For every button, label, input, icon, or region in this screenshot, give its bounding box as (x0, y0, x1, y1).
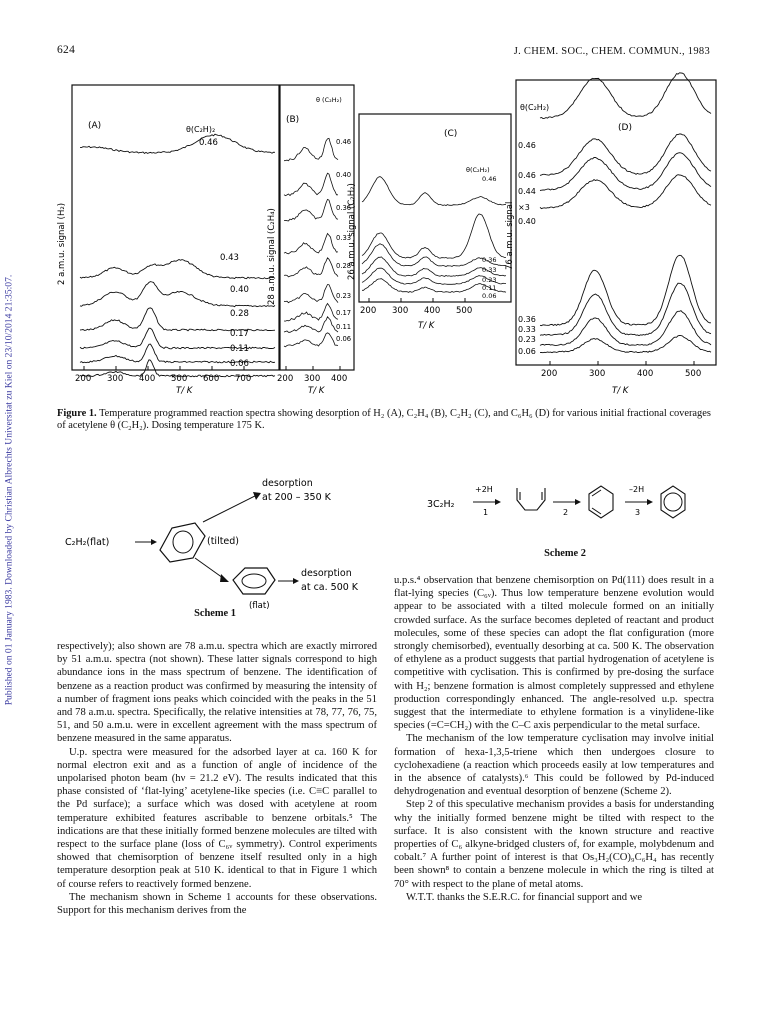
panel-a-coverage-label: 0.46 (199, 138, 218, 148)
panel-d-tick-label: 400 (637, 369, 654, 379)
scheme1-desorption1-a: desorption (262, 478, 313, 489)
panel-a-coverage-label: 0.28 (230, 309, 249, 319)
benzene-icon (661, 486, 685, 518)
scheme2-label: Scheme 2 (544, 548, 586, 559)
panel-b-coverage-label: 0.36 (336, 204, 352, 212)
panel-a-coverage-label: 0.06 (230, 359, 249, 369)
scheme-1 (55, 470, 385, 610)
panel-a-spectrum-line (80, 134, 275, 153)
panel-a-coverage-label: 0.11 (230, 344, 249, 354)
journal-header: J. CHEM. SOC., CHEM. COMMUN., 1983 (513, 46, 710, 57)
panel-c-coverage-label: 0.23 (482, 276, 497, 284)
panel-a-coverage-label: 0.43 (220, 253, 239, 263)
panel-d-upper-coverage-label: 0.46 (518, 141, 536, 150)
panel-c-coverage-label: 0.33 (482, 266, 497, 274)
panel-d-upper-coverage-label: 0.46 (518, 171, 536, 180)
panel-a-tick-label: 600 (203, 374, 220, 384)
panel-b-spectrum-line (284, 285, 338, 303)
scheme2-step1-num: 1 (483, 508, 489, 517)
scheme2-step3-top: –2H (629, 485, 645, 494)
panel-c-xlabel: T/ K (418, 321, 435, 331)
cyclohexadiene-icon (589, 486, 613, 518)
panel-b-coverage-label: 0.28 (336, 262, 352, 270)
panel-b-spectrum-line (284, 333, 338, 347)
hexatriene-icon (517, 488, 545, 510)
scheme2-step2-num: 2 (563, 508, 569, 517)
scheme2-reactant: 3C₂H₂ (427, 499, 455, 510)
panel-d-spectrum-line (540, 175, 711, 209)
panel-a-theta: θ(C₂H)₂ (186, 125, 216, 134)
page-number: 624 (57, 44, 76, 56)
scheme1-tilted: (tilted) (207, 536, 240, 547)
panel-c-tick-label: 400 (424, 306, 441, 316)
panel-c-ylabel: 26 a.m.u. signal (C₂H₂) (347, 183, 357, 280)
panel-b-ylabel: 28 a.m.u. signal (C₂H₄) (267, 208, 277, 305)
panel-d-lower-coverage-label: 0.06 (518, 347, 536, 356)
panel-a-tick-label: 700 (235, 374, 252, 384)
left-paragraph-3: The mechanism shown in Scheme 1 accounts for these observations. Support for this mechanism derives from the (57, 891, 377, 917)
panel-b-spectrum-line (284, 199, 338, 221)
panel-b-spectrum-line (284, 138, 338, 160)
left-column (57, 640, 377, 917)
panel-a-tick-label: 200 (75, 374, 92, 384)
panel-c-tick-label: 300 (392, 306, 409, 316)
scheme1-desorption1-b: at 200 – 350 K (262, 492, 331, 503)
left-paragraph-1: respectively); also shown are 78 a.m.u. spectra which are exactly mirrored by 51 a.m.u. spectra (not shown). These latter signals correspond to high abundance ions in the mass spectrum of benzene. The identification of benzene as a reaction product was confirmed by measuring the intensity of a number of fragment ions peaks which coincided with the peaks in the 51 and 78 a.m.u. spectra. Specifically, the relative intensities at 78, 77, 76, 75, 51, and 50 a.m.u. were in excellent agreement with the mass spectrum of benzene measured in the same apparatus. (57, 641, 377, 745)
panel-d-tick-label: 300 (589, 369, 606, 379)
panel-b-tick-label: 200 (277, 374, 294, 384)
right-paragraph-4: W.T.T. thanks the S.E.R.C. for financial support and we (406, 891, 643, 903)
panel-a (57, 85, 279, 396)
panel-a-ylabel: 2 a.m.u. signal (H₂) (57, 202, 67, 285)
panel-c-theta: θ(C₂H₂) (466, 166, 490, 174)
panel-c-coverage-label: 0.36 (482, 256, 497, 264)
panel-b (267, 85, 354, 396)
panel-d-spectrum-line (540, 134, 711, 175)
panel-b-tick-label: 400 (331, 374, 348, 384)
panel-b-spectrum-line (284, 258, 338, 277)
panel-a-coverage-label: 0.40 (230, 285, 249, 295)
panel-c-coverage-label: 0.06 (482, 292, 497, 300)
panel-b-coverage-label: 0.33 (336, 234, 352, 242)
panel-c (347, 114, 511, 331)
panel-c-spectrum-line (362, 214, 506, 258)
panel-a-coverage-label: 0.17 (230, 329, 249, 339)
panel-d-tick-label: 200 (541, 369, 558, 379)
panel-b-tick-label: 300 (304, 374, 321, 384)
panel-b-coverage-label: 0.23 (336, 292, 352, 300)
panel-d-lower-coverage-label: 0.33 (518, 325, 536, 334)
scheme-2 (425, 480, 715, 530)
figure-caption: Figure 1. Temperature programmed reaction spectra showing desorption of H₂ (A), C₂H₄ (B), C₂H₂ (C), and C₆H₆ (D) for various initial fractional coverages of acetylene θ (C₂H₂). Dosing temperature 175 K. (57, 408, 711, 431)
panel-a-spectrum-line (80, 260, 275, 279)
panel-d-label: (D) (618, 123, 632, 133)
panel-d-spectrum-line (540, 283, 711, 335)
panel-c-tick-label: 200 (360, 306, 377, 316)
panel-d-spectrum-line (540, 311, 711, 346)
panel-b-spectrum-line (284, 304, 338, 322)
scheme2-step3-num: 3 (635, 508, 641, 517)
panel-a-tick-label: 400 (139, 374, 156, 384)
panel-b-coverage-label: 0.40 (336, 171, 352, 179)
panel-d-upper-coverage-label: ×3 (518, 203, 530, 212)
panel-d-xlabel: T/ K (612, 386, 629, 396)
scheme1-label: Scheme 1 (194, 608, 236, 619)
scheme1-desorption2-a: desorption (301, 568, 352, 579)
figure-1 (40, 70, 740, 400)
panel-b-spectrum-line (284, 173, 338, 196)
panel-b-label: (B) (286, 115, 300, 125)
panel-b-coverage-label: 0.06 (336, 335, 352, 343)
panel-b-coverage-label: 0.46 (336, 138, 352, 146)
panel-a-label: (A) (88, 121, 102, 131)
panel-c-coverage-label: 0.46 (482, 175, 497, 183)
panel-a-tick-label: 500 (171, 374, 188, 384)
panel-d-theta: θ(C₂H₂) (520, 103, 550, 112)
panel-b-coverage-label: 0.11 (336, 323, 352, 331)
scheme1-flat: (flat) (249, 601, 270, 610)
download-side-note: Published on 01 January 1983. Downloaded by Christian Albrechts Universitat zu Kiel on 23/10/2014 21:35:07. (3, 274, 15, 706)
right-paragraph-2: The mechanism of the low temperature cyclisation may involve initial formation of hexa-1,3,5-triene which then undergoes closure to cyclohexadiene (a reaction which proceeds easily at low temperatures and in the absence of catalysts).⁶ This could be followed by Pd-induced dehydrogenation and eventual desorption of benzene (Scheme 2). (394, 733, 714, 798)
panel-d-lower-coverage-label: 0.36 (518, 315, 536, 324)
benzene-flat-icon (233, 568, 275, 594)
panel-c-tick-label: 500 (456, 306, 473, 316)
panel-b-theta: θ (C₂H₂) (316, 96, 342, 104)
panel-d (505, 73, 716, 396)
panel-b-xlabel: T/ K (308, 386, 325, 396)
left-paragraph-2: U.p. spectra were measured for the adsorbed layer at ca. 160 K for normal electron exit and as a function of angle of incidence of the unpolarised photon beam (hν = 21.2 eV). The results indicated that this phase consisted of ‘flat-lying’ acetylene-like species (i.e. C≡C parallel to the Pd surface); a surface which was dosed with acetylene at room temperature exhibited features ascribable to benzene orbitals.⁵ The indications are that these initially formed benzene molecules are tilted with respect to the surface plane (loss of C₆ᵥ symmetry). Control experiments showed that chemisorption of benzene itself resulted only in a high temperature desorption peak at 510 K. identical to that in Figure 1 which of course refers to reactively formed benzene. (57, 746, 377, 890)
panel-b-spectrum-line (284, 234, 338, 254)
scheme1-reactant: C₂H₂(flat) (65, 537, 110, 548)
panel-d-lower-coverage-label: 0.23 (518, 335, 536, 344)
panel-c-coverage-label: 0.11 (482, 284, 497, 292)
scheme2-step1-top: +2H (475, 485, 493, 494)
panel-d-upper-coverage-label: 0.40 (518, 217, 536, 226)
right-paragraph-1: u.p.s.⁴ observation that benzene chemisorption on Pd(111) does result in a flat-lying species (C₆ᵥ). Thus low temperature benzene evolution would appear to be associated with a tilted molecule formed on an initially crowded surface. As the surface becomes depleted of reactant and product molecules, some of these species can adopt the flat configuration (more strongly chemisorbed), eventually desorbing at ca. 500 K. The observation of ethylene as a product suggests that partial hydrogenation of acetylene is competitive with cyclisation. This is confirmed by pre-dosing the surface with H₂; benzene formation is almost completely suppressed and ethylene production correspondingly enhanced. The angle-resolved u.p. spectra suggest that the intermediate to ethylene formation is a vinylidene-like species (=C=CH₂) with the C–C axis perpendicular to the metal surface. (394, 575, 714, 732)
benzene-tilted-icon (160, 523, 205, 562)
panel-c-label: (C) (444, 129, 458, 139)
panel-d-ylabel: 76 a.m.u. signal (505, 201, 515, 270)
panel-b-coverage-label: 0.17 (336, 309, 352, 317)
scheme1-desorption2-b: at ca. 500 K (301, 582, 359, 593)
panel-a-tick-label: 300 (107, 374, 124, 384)
panel-d-tick-label: 500 (685, 369, 702, 379)
panel-d-upper-coverage-label: 0.44 (518, 187, 536, 196)
right-column (394, 574, 714, 904)
panel-d-spectrum-line (540, 153, 711, 191)
panel-a-xlabel: T/ K (176, 386, 193, 396)
right-paragraph-3: Step 2 of this speculative mechanism provides a basis for understanding why the initially formed benzene might be tilted with respect to the surface. It is also consistent with the known structure and reactive properties of C₆ alkyne-bridged clusters of, for example, molybdenum and cobalt.⁷ A further point of interest is that Os₃H₂(CO)₉C₆H₄ has recently been shown⁸ to contain a benzene molecule in which the ring is tilted at 70° with respect to the plane of metal atoms. (394, 799, 714, 890)
